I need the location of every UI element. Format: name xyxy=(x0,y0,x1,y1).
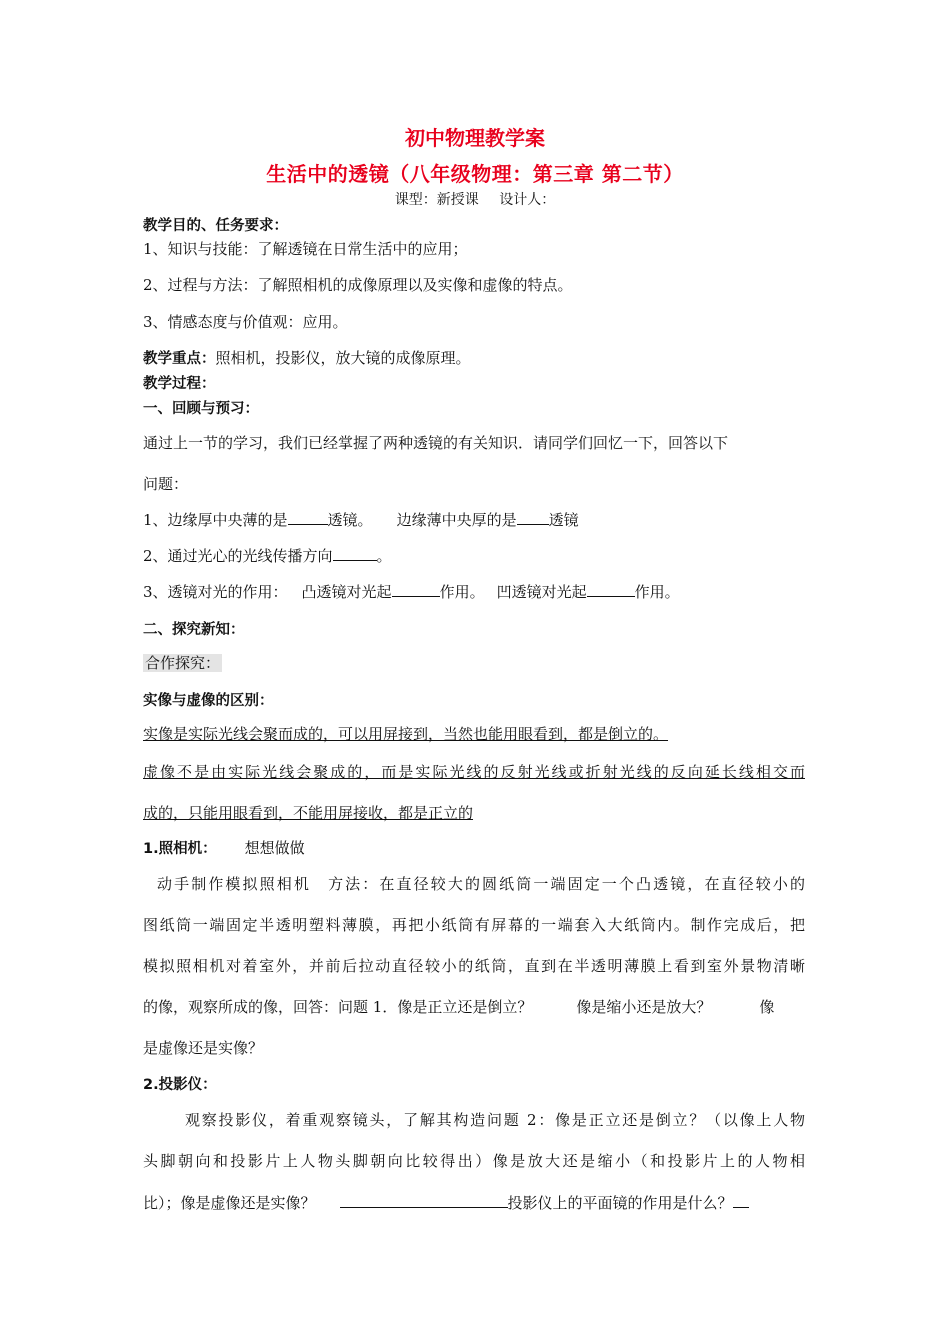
objective-2: 2、过程与方法：了解照相机的成像原理以及实像和虚像的特点。 xyxy=(143,276,573,294)
q3-part-e: 作用。 xyxy=(634,583,680,601)
key-points-label: 教学重点： xyxy=(143,351,216,367)
key-points xyxy=(143,347,471,368)
camera-think: 想想做做 xyxy=(244,839,305,857)
question-2 xyxy=(143,545,392,566)
projector-q-mirror: 投影仪上的平面镜的作用是什么？ xyxy=(507,1194,733,1212)
q1-blank-1[interactable] xyxy=(288,510,328,525)
camera-heading-line xyxy=(143,837,305,858)
q1-part-b: 透镜。 xyxy=(327,511,373,529)
q3-part-b: 凸透镜对光起 xyxy=(301,583,392,601)
camera-para-line4 xyxy=(143,996,774,1017)
question-3 xyxy=(143,581,680,602)
camera-q-size: 像是缩小还是放大？ xyxy=(576,998,712,1016)
q1-part-d: 透镜 xyxy=(548,511,579,529)
projector-para-line1: 观察投影仪，着重观察镜头，了解其构造问题 2：像是正立还是倒立？（以像上人物 xyxy=(185,1111,805,1129)
review-intro-line1: 通过上一节的学习，我们已经掌握了两种透镜的有关知识．请同学们回忆一下，回答以下 xyxy=(143,434,729,452)
objectives-heading: 教学目的、任务要求： xyxy=(143,218,288,234)
virtual-image-line1: 虚像不是由实际光线会聚成的，而是实际光线的反射光线或折射光线的反向延长线相交而 xyxy=(143,763,805,781)
objective-3: 3、情感态度与价值观：应用。 xyxy=(143,313,348,331)
q3-blank-1[interactable] xyxy=(392,582,440,597)
camera-para-line2: 图纸筒一端固定半透明塑料薄膜，再把小纸筒有屏幕的一端套入大纸筒内。制作完成后，把 xyxy=(143,916,805,934)
q2-blank[interactable] xyxy=(333,546,377,561)
doc-subtitle: 生活中的透镜（八年级物理：第三章 第二节） xyxy=(266,162,684,186)
camera-para-line5: 是虚像还是实像？ xyxy=(143,1039,264,1057)
q2-part-a: 2、通过光心的光线传播方向 xyxy=(143,547,333,565)
projector-para-line3 xyxy=(143,1192,749,1213)
projector-heading: 2.投影仪： xyxy=(143,1077,217,1093)
camera-heading: 1.照相机： xyxy=(143,841,217,857)
diff-heading: 实像与虚像的区别： xyxy=(143,693,274,709)
course-info xyxy=(0,189,950,209)
doc-title: 初中物理教学案 xyxy=(405,126,545,150)
course-type: 课型：新授课 xyxy=(394,192,479,208)
camera-para-line3: 模拟照相机对着室外，并前后拉动直径较小的纸筒，直到在半透明薄膜上看到室外景物清晰 xyxy=(143,957,805,975)
q3-blank-2[interactable] xyxy=(587,582,635,597)
camera-q-image: 像 xyxy=(759,998,775,1016)
q1-blank-2[interactable] xyxy=(517,510,549,525)
review-intro-line2: 问题： xyxy=(143,475,189,493)
designer: 设计人： xyxy=(499,192,556,208)
q1-part-c: 边缘薄中央厚的是 xyxy=(396,511,517,529)
q3-part-d: 凹透镜对光起 xyxy=(496,583,587,601)
projector-blank-2[interactable] xyxy=(733,1193,749,1208)
q1-part-a: 1、边缘厚中央薄的是 xyxy=(143,511,288,529)
objective-1: 1、知识与技能：了解透镜在日常生活中的应用； xyxy=(143,240,468,258)
virtual-image-line2: 成的，只能用眼看到，不能用屏接收，都是正立的 xyxy=(143,804,474,822)
question-1 xyxy=(143,509,579,530)
explore-heading: 二、探究新知： xyxy=(143,622,245,638)
q3-part-c: 作用。 xyxy=(439,583,485,601)
projector-para-line2: 头脚朝向和投影片上人物头脚朝向比较得出）像是放大还是缩小（和投影片上的人物相 xyxy=(143,1152,805,1170)
process-heading: 教学过程： xyxy=(143,376,216,392)
coop-label: 合作探究： xyxy=(145,654,221,672)
key-points-text: 照相机，投影仪，放大镜的成像原理。 xyxy=(215,349,471,367)
review-heading: 一、回顾与预习： xyxy=(143,401,259,417)
camera-para-line1: 动手制作模拟照相机 方法：在直径较大的圆纸筒一端固定一个凸透镜，在直径较小的 xyxy=(157,875,805,893)
q3-part-a: 3、透镜对光的作用： xyxy=(143,583,288,601)
real-image-text: 实像是实际光线会聚而成的，可以用屏接到，当然也能用眼看到，都是倒立的。 xyxy=(143,725,669,743)
camera-q-upright: 的像，观察所成的像，回答：问题 1．像是正立还是倒立？ xyxy=(143,998,533,1016)
projector-blank-1[interactable] xyxy=(340,1193,508,1208)
projector-q-image: 比）；像是虚像还是实像？ xyxy=(143,1194,316,1212)
q2-part-b: 。 xyxy=(376,547,392,565)
